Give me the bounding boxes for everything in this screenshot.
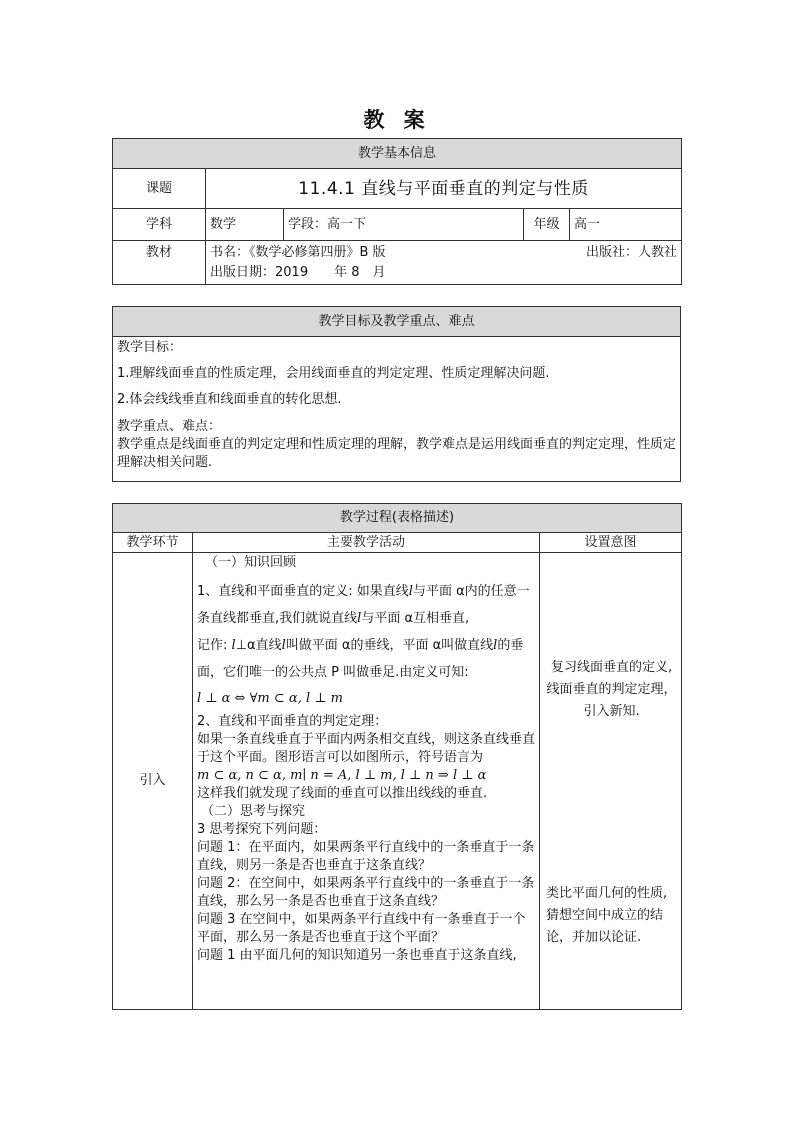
book-name: 书名：《数学必修第四册》B 版 (210, 245, 386, 260)
intent-1: 复习线面垂直的定义,线面垂直的判定定理，引入新知. (546, 660, 677, 719)
subject-label: 学科 (113, 209, 206, 241)
grade-label: 年级 (524, 209, 570, 241)
key-text: 教学重点是线面垂直的判定定理和性质定理的理解，教学难点是运用线面垂直的判定定理，性质定理解决相关问题. (117, 437, 677, 470)
page-title: 教 案 (363, 108, 431, 132)
notation-text: 记作: l⊥α直线l叫做平面 α的垂线，平面 α叫做直线l的垂面，它们唯一的公共点 P 叫做垂足.由定义可知: (197, 638, 524, 680)
stage-text: 学段：高一下 (284, 209, 524, 241)
process-table (112, 503, 682, 1010)
question-3: 问题 3 在空间中，如果两条平行直线中有一条垂直于一个平面，那么另一条是否也垂直于这个平面？ (197, 912, 526, 945)
judge-text: 如果一条直线垂直于平面内两条相交直线，则这条直线垂直于这个平面。图形语言可以如图所示，符号语言为 (197, 732, 536, 765)
judge-formula: m ⊂ α, n ⊂ α, m∣ n = A, l ⊥ m, l ⊥ n ⇒ l ⊥ α (197, 768, 487, 783)
definition-formula: l ⊥ α ⇔ ∀m ⊂ α, l ⊥ m (197, 691, 343, 706)
question-2: 问题 2：在空间中，如果两条平行直线中的一条垂直于一条直线，那么另一条是否也垂直于这条直线？ (197, 876, 535, 909)
section2-title: （二）思考与探究 (201, 804, 306, 819)
grade-value: 高一 (570, 209, 682, 241)
goals-content (113, 337, 681, 482)
intent-2: 类比平面几何的性质,猜想空间中成立的结论，并加以论证. (546, 886, 668, 945)
question-answer: 问题 1 由平面几何的知识知道另一条也垂直于这条直线, (197, 948, 517, 963)
col-intent-header: 设置意图 (540, 533, 682, 553)
col-activity-header: 主要教学活动 (193, 533, 540, 553)
goal-2: 2.体会线线垂直和线面垂直的转化思想. (117, 392, 342, 407)
basic-info-header: 教学基本信息 (113, 139, 682, 169)
goals-header: 教学目标及教学重点、难点 (113, 307, 681, 337)
goal-1: 1.理解线面垂直的性质定理，会用线面垂直的判定定理、性质定理解决问题. (117, 366, 550, 381)
definition-text: 1、直线和平面垂直的定义: 如果直线l与平面 α内的任意一条直线都垂直,我们就说直线l与平面 α互相垂直, (197, 584, 530, 626)
intent-cell (540, 553, 682, 1010)
stage-cell: 引入 (113, 553, 193, 1010)
subject-value: 数学 (206, 209, 284, 241)
goal-label: 教学目标： (117, 340, 183, 355)
judge-conclusion: 这样我们就发现了线面的垂直可以推出线线的垂直. (197, 786, 488, 801)
course-title: 11.4.1 直线与平面垂直的判定与性质 (206, 169, 682, 209)
process-header: 教学过程(表格描述) (113, 504, 682, 533)
publisher: 出版社：人教社 (586, 245, 678, 260)
judge-title: 2、直线和平面垂直的判定定理： (197, 714, 388, 729)
basic-info-table (112, 138, 682, 285)
textbook-info (206, 241, 682, 285)
explore-intro: 3 思考探究下列问题： (197, 822, 327, 837)
section1-title: （一）知识回顾 (205, 555, 297, 570)
textbook-label: 教材 (113, 241, 206, 285)
col-stage-header: 教学环节 (113, 533, 193, 553)
publish-date: 出版日期：2019 年 8 月 (210, 265, 386, 280)
goals-table (112, 306, 681, 482)
activity-cell (193, 553, 540, 1010)
key-label: 教学重点、难点： (117, 419, 222, 434)
question-1: 问题 1：在平面内，如果两条平行直线中的一条垂直于一条直线，则另一条是否也垂直于这条直线？ (197, 840, 535, 873)
topic-label: 课题 (113, 169, 206, 209)
